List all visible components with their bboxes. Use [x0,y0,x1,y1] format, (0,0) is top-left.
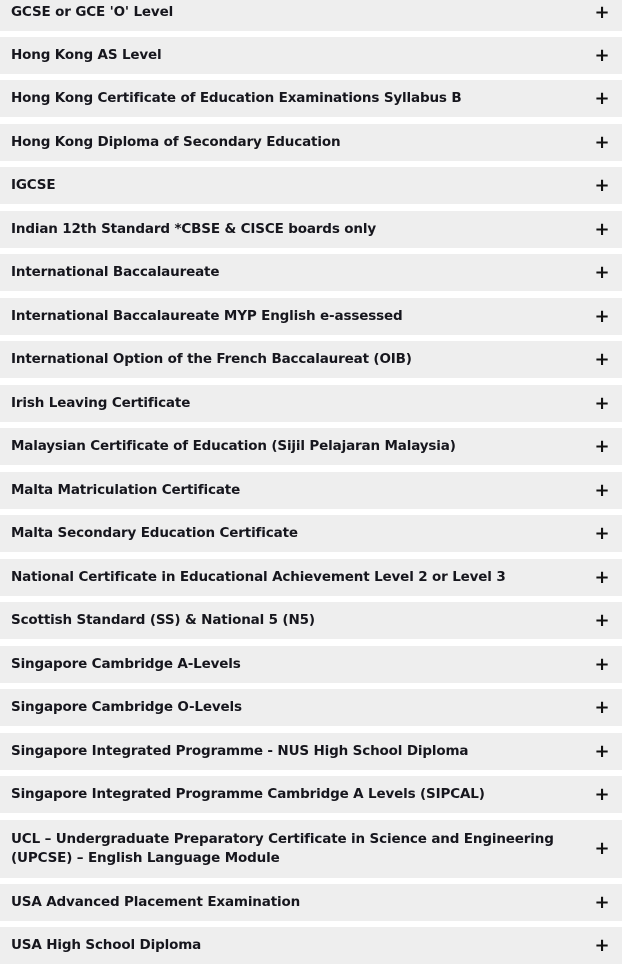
accordion-item-label: Indian 12th Standard *CBSE & CISCE boards only [11,221,376,237]
plus-icon[interactable]: + [594,348,610,370]
accordion-item-label: GCSE or GCE 'O' Level [11,4,174,20]
accordion-item[interactable] [0,820,622,878]
accordion-item-label: Hong Kong AS Level [11,47,162,63]
plus-icon[interactable]: + [594,891,610,913]
plus-icon[interactable]: + [594,479,610,501]
accordion-item-label: USA High School Diploma [11,937,202,953]
accordion-item-label: Malta Secondary Education Certificate [11,525,298,541]
accordion-item[interactable] [0,124,622,161]
accordion-item[interactable] [0,472,622,509]
accordion-item-label: Singapore Cambridge O-Levels [11,699,242,715]
accordion-item-label: Singapore Cambridge A-Levels [11,656,241,672]
accordion-item-label: Singapore Integrated Programme - NUS High School Diploma [11,743,469,759]
plus-icon[interactable]: + [594,305,610,327]
plus-icon[interactable]: + [594,740,610,762]
plus-icon[interactable]: + [594,174,610,196]
accordion-item-label: Hong Kong Certificate of Education Examinations Syllabus B [11,90,462,106]
plus-icon[interactable]: + [594,392,610,414]
plus-icon[interactable]: + [594,131,610,153]
accordion-item[interactable] [0,776,622,813]
accordion-item[interactable] [0,884,622,921]
accordion-item[interactable] [0,385,622,422]
plus-icon[interactable]: + [594,1,610,23]
accordion-item[interactable] [0,341,622,378]
plus-icon[interactable]: + [594,44,610,66]
plus-icon[interactable]: + [594,653,610,675]
accordion-item[interactable] [0,602,622,639]
accordion-item-label: Singapore Integrated Programme Cambridge A Levels (SIPCAL) [11,786,485,802]
accordion-item-label: Malaysian Certificate of Education (Sijil Pelajaran Malaysia) [11,438,456,454]
plus-icon[interactable]: + [594,838,610,859]
accordion-item[interactable] [0,0,622,31]
accordion-item[interactable] [0,559,622,596]
accordion-item[interactable] [0,211,622,248]
accordion-item-label: International Option of the French Baccalaureat (OIB) [11,351,412,367]
accordion-item[interactable] [0,733,622,770]
accordion-item-label: Malta Matriculation Certificate [11,482,241,498]
accordion-item-label: IGCSE [11,177,56,193]
accordion-item[interactable] [0,254,622,291]
accordion-item-label: International Baccalaureate MYP English e-assessed [11,308,403,324]
accordion-item[interactable] [0,927,622,964]
accordion-item[interactable] [0,515,622,552]
accordion-item[interactable] [0,167,622,204]
plus-icon[interactable]: + [594,696,610,718]
accordion-item-label: USA Advanced Placement Examination [11,894,301,910]
plus-icon[interactable]: + [594,435,610,457]
accordion-item[interactable] [0,80,622,117]
accordion-item[interactable] [0,37,622,74]
accordion-item-label: National Certificate in Educational Achievement Level 2 or Level 3 [11,569,506,585]
accordion-item[interactable] [0,646,622,683]
plus-icon[interactable]: + [594,218,610,240]
accordion-item[interactable] [0,298,622,335]
accordion-item[interactable] [0,428,622,465]
accordion-item-label: Hong Kong Diploma of Secondary Education [11,134,341,150]
plus-icon[interactable]: + [594,934,610,956]
plus-icon[interactable]: + [594,566,610,588]
accordion-item-label: International Baccalaureate [11,264,220,280]
plus-icon[interactable]: + [594,261,610,283]
plus-icon[interactable]: + [594,783,610,805]
accordion-item-label: Scottish Standard (SS) & National 5 (N5) [11,612,315,628]
accordion-item-label: Irish Leaving Certificate [11,395,191,411]
accordion-item-label: UCL – Undergraduate Preparatory Certificate in Science and Engineering (UPCSE) – English Language Module [11,831,554,866]
plus-icon[interactable]: + [594,522,610,544]
accordion-item[interactable] [0,689,622,726]
plus-icon[interactable]: + [594,609,610,631]
plus-icon[interactable]: + [594,87,610,109]
